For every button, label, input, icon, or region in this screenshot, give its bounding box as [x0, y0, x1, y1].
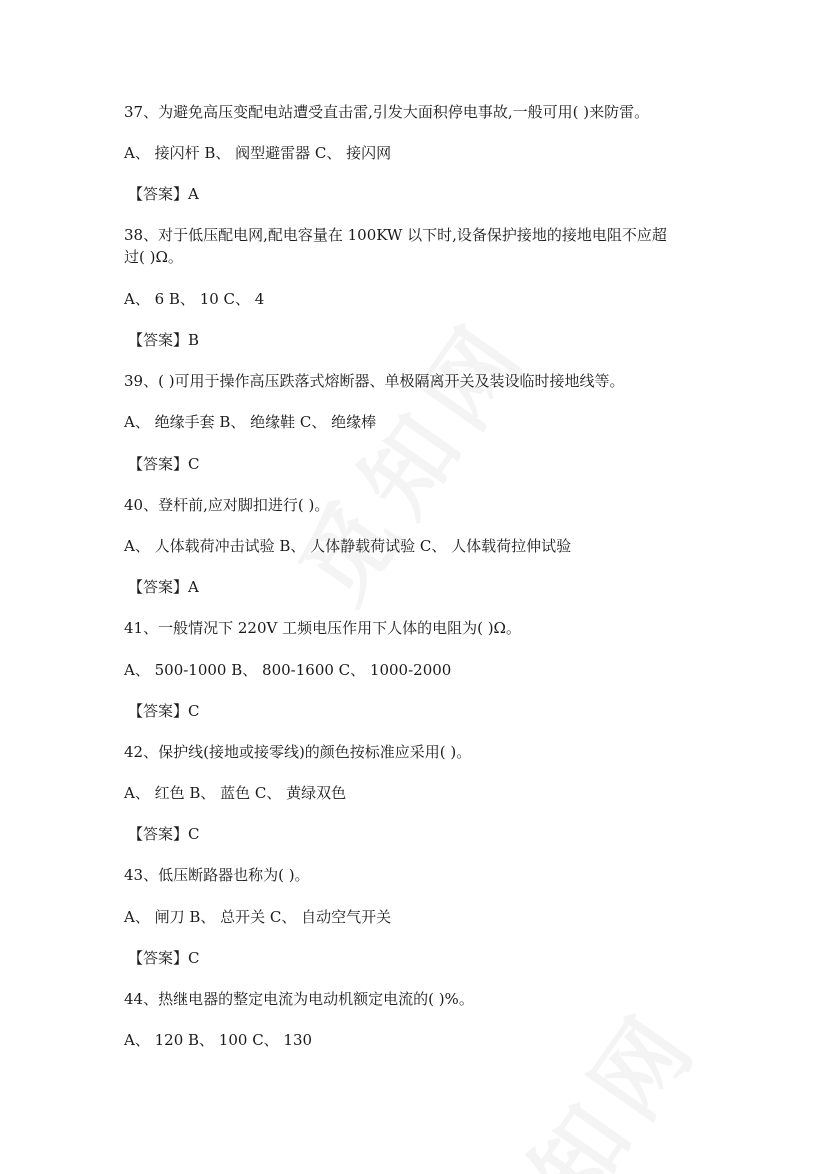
question-text: 43、低压断路器也称为( )。 [124, 866, 310, 884]
question-options: A、 120 B、 100 C、 130 [124, 1031, 313, 1049]
question-text: 42、保护线(接地或接零线)的颜色按标准应采用( )。 [124, 743, 472, 761]
answer-text: 【答案】C [128, 455, 200, 473]
answer-text: 【答案】C [128, 949, 200, 967]
question-options: A、 闸刀 B、 总开关 C、 自动空气开关 [124, 908, 392, 926]
answer-text: 【答案】C [128, 825, 200, 843]
question-options: A、 人体载荷冲击试验 B、 人体静载荷试验 C、 人体载荷拉伸试验 [124, 537, 572, 555]
answer-text: 【答案】B [128, 331, 200, 349]
question-text: 37、为避免高压变配电站遭受直击雷,引发大面积停电事故,一般可用( )来防雷。 [124, 103, 650, 121]
question-options: A、 接闪杆 B、 阀型避雷器 C、 接闪网 [124, 144, 392, 162]
question-options: A、 绝缘手套 B、 绝缘鞋 C、 绝缘棒 [124, 413, 377, 431]
question-text: 40、登杆前,应对脚扣进行( )。 [124, 496, 330, 514]
question-options: A、 6 B、 10 C、 4 [124, 290, 265, 308]
question-text: 44、热继电器的整定电流为电动机额定电流的( )%。 [124, 990, 474, 1008]
question-options: A、 500-1000 B、 800-1600 C、 1000-2000 [124, 661, 452, 679]
question-text: 41、一般情况下 220V 工频电压作用下人体的电阻为( )Ω。 [124, 619, 521, 637]
answer-text: 【答案】A [128, 185, 199, 203]
question-text: 39、( )可用于操作高压跌落式熔断器、单极隔离开关及装设临时接地线等。 [124, 372, 625, 390]
question-text-continued: 过( )Ω。 [124, 248, 183, 266]
question-options: A、 红色 B、 蓝色 C、 黄绿双色 [124, 784, 347, 802]
question-text: 38、对于低压配电网,配电容量在 100KW 以下时,设备保护接地的接地电阻不应超 [124, 226, 667, 244]
answer-text: 【答案】C [128, 702, 200, 720]
answer-text: 【答案】A [128, 578, 199, 596]
